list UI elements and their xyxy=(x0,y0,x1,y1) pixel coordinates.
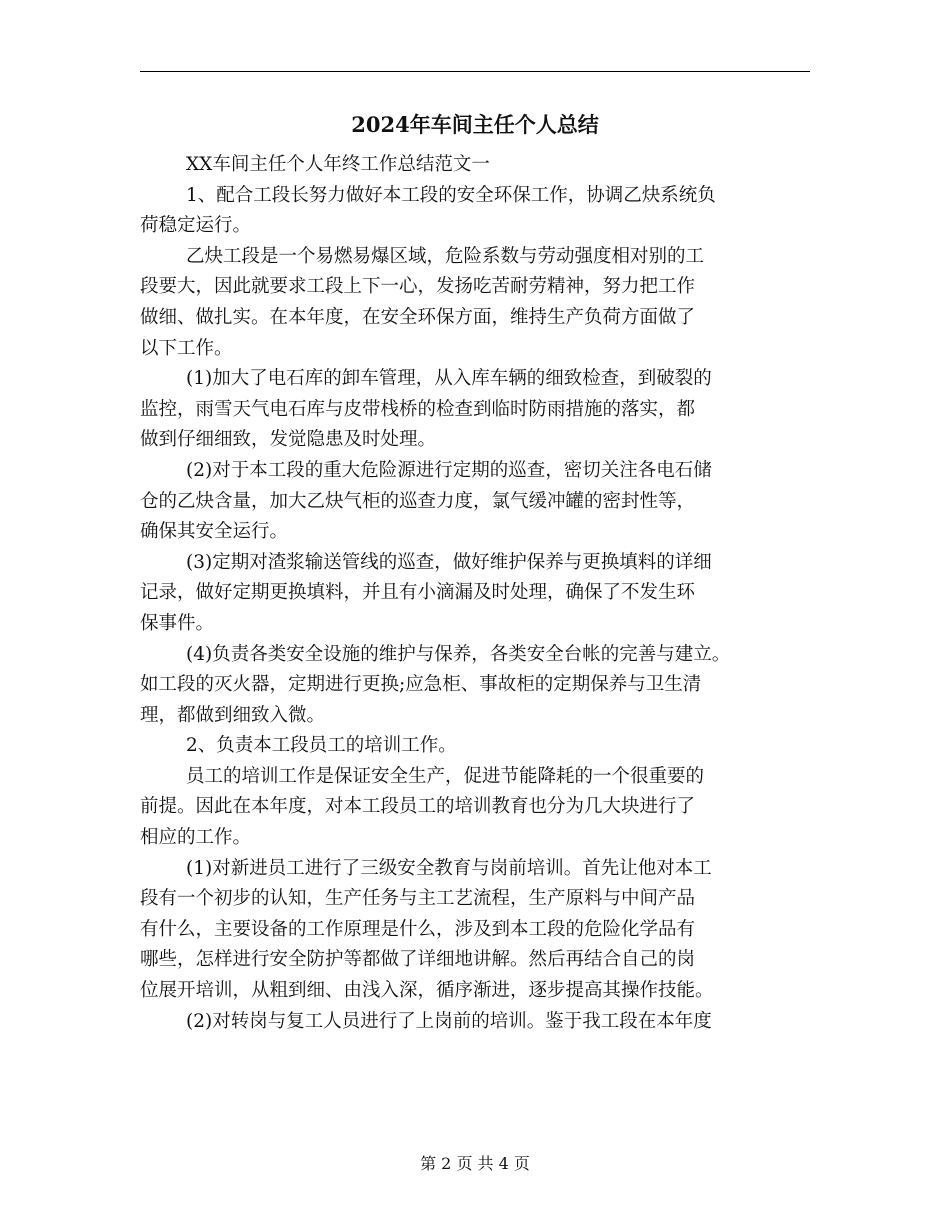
paragraph-line: 监控，雨雪天气电石库与皮带栈桥的检查到临时防雨措施的落实，都 xyxy=(140,398,696,420)
paragraph-line: 做细、做扎实。在本年度，在安全环保方面，维持生产负荷方面做了 xyxy=(140,306,696,328)
document-body xyxy=(140,150,810,1037)
paragraph-line: 2、负责本工段员工的培训工作。 xyxy=(186,735,457,757)
paragraph-line: 哪些，怎样进行安全防护等都做了详细地讲解。然后再结合自己的岗 xyxy=(140,949,696,971)
paragraph-line: (4)负责各类安全设施的维护与保养，各类安全台帐的完善与建立。 xyxy=(186,643,731,665)
paragraph-line: 做到仔细细致，发觉隐患及时处理。 xyxy=(140,429,437,451)
paragraph xyxy=(140,456,810,548)
paragraph-line: 仓的乙炔含量，加大乙炔气柜的巡查力度，氯气缓冲罐的密封性等， xyxy=(140,490,696,512)
paragraph xyxy=(140,242,810,364)
paragraph-line: 以下工作。 xyxy=(140,337,233,359)
paragraph-line: 确保其安全运行。 xyxy=(140,521,289,543)
paragraph-line: 前提。因此在本年度，对本工段员工的培训教育也分为几大块进行了 xyxy=(140,796,696,818)
paragraph-line: (2)对转岗与复工人员进行了上岗前的培训。鉴于我工段在本年度 xyxy=(186,1010,712,1032)
paragraph-line: (1)对新进员工进行了三级安全教育与岗前培训。首先让他对本工 xyxy=(186,857,712,879)
document-title: 2024年车间主任个人总结 xyxy=(351,112,599,137)
paragraph xyxy=(140,1007,810,1038)
paragraph xyxy=(140,181,810,242)
paragraph xyxy=(140,364,810,456)
paragraph xyxy=(140,762,810,854)
paragraph xyxy=(140,640,810,732)
paragraph-line: (2)对于本工段的重大危险源进行定期的巡查，密切关注各电石储 xyxy=(186,459,712,481)
paragraph xyxy=(140,548,810,640)
paragraph-line: 位展开培训，从粗到细、由浅入深，循序渐进，逐步提高其操作技能。 xyxy=(140,980,714,1002)
paragraph-line: (3)定期对渣浆输送管线的巡查，做好维护保养与更换填料的详细 xyxy=(186,551,712,573)
page-number-footer: 第 2 页 共 4 页 xyxy=(420,1154,530,1173)
paragraph-line: 段要大，因此就要求工段上下一心，发扬吃苦耐劳精神，努力把工作 xyxy=(140,276,696,298)
paragraph-line: 相应的工作。 xyxy=(140,827,252,849)
paragraph-line: 记录，做好定期更换填料，并且有小滴漏及时处理，确保了不发生环 xyxy=(140,582,696,604)
paragraph-line: (1)加大了电石库的卸车管理，从入库车辆的细致检查，到破裂的 xyxy=(186,368,712,390)
paragraph xyxy=(140,854,810,1007)
paragraph xyxy=(140,731,810,762)
paragraph-line: 段有一个初步的认知，生产任务与主工艺流程，生产原料与中间产品 xyxy=(140,888,696,910)
paragraph-line: XX车间主任个人年终工作总结范文一 xyxy=(186,154,490,175)
paragraph-line: 荷稳定运行。 xyxy=(140,215,252,237)
paragraph-line: 1、配合工段长努力做好本工段的安全环保工作，协调乙炔系统负 xyxy=(186,184,716,206)
paragraph xyxy=(140,150,810,181)
header-rule xyxy=(140,71,810,72)
paragraph-line: 理，都做到细致入微。 xyxy=(140,704,326,726)
paragraph-line: 员工的培训工作是保证安全生产，促进节能降耗的一个很重要的 xyxy=(186,765,705,787)
paragraph-line: 有什么，主要设备的工作原理是什么，涉及到本工段的危险化学品有 xyxy=(140,918,696,940)
paragraph-line: 乙炔工段是一个易燃易爆区域，危险系数与劳动强度相对别的工 xyxy=(186,245,705,267)
paragraph-line: 如工段的灭火器，定期进行更换;应急柜、事故柜的定期保养与卫生清 xyxy=(140,674,702,696)
paragraph-line: 保事件。 xyxy=(140,612,215,634)
